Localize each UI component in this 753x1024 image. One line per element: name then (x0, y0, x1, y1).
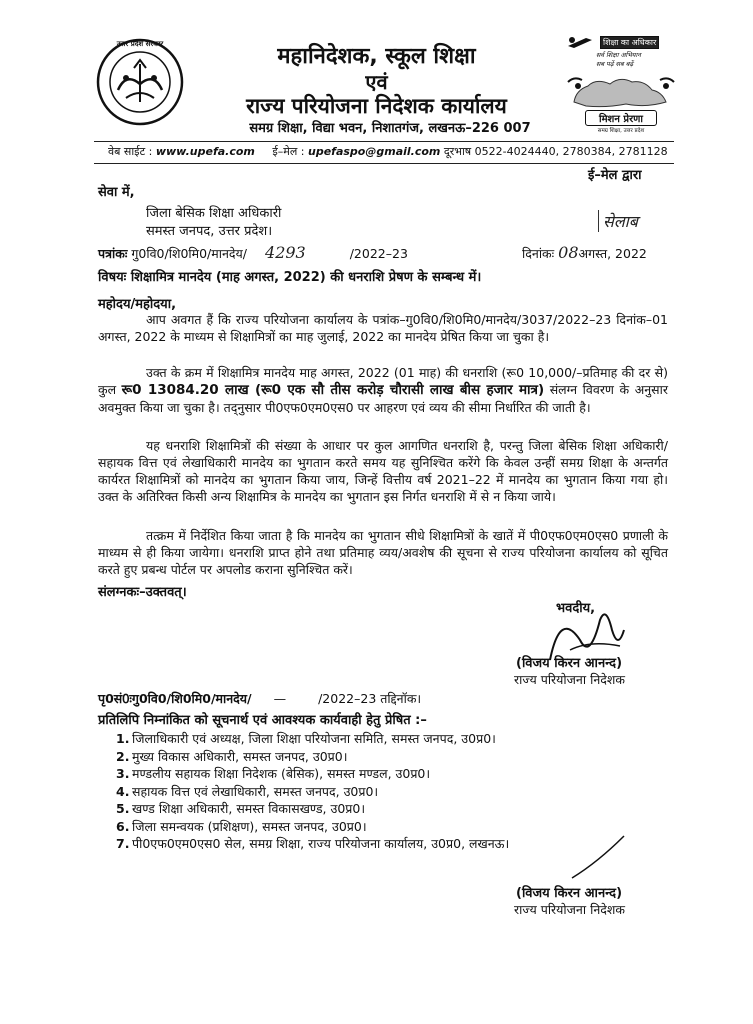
copy-recipient-number: 5. (116, 801, 130, 816)
enclosure-note: संलग्नकः–उक्तवत्। (98, 585, 187, 600)
endorsement-ref (98, 690, 421, 707)
copy-recipient-item (116, 835, 636, 853)
copy-recipient-number: 7. (116, 836, 130, 851)
copy-recipient-text: जिला समन्वयक (प्रशिक्षण), समस्त जनपद, उ0प्र0। (132, 818, 367, 834)
delivery-mode: ई–मेल द्वारा (588, 168, 642, 183)
copy-recipient-item (116, 765, 636, 783)
contact-line (108, 144, 688, 159)
addressee-greeting: सेवा में, (98, 185, 135, 200)
date-rest: अगस्त, 2022 (578, 246, 647, 261)
date-label: दिनांकः (522, 246, 555, 261)
subject-text: शिक्षामित्र मानदेय (माह अगस्त, 2022) की धनराशि प्रेषण के सम्बन्ध में। (130, 270, 482, 285)
copy-recipient-text: मुख्य विकास अधिकारी, समस्त जनपद, उ0प्र0। (132, 748, 348, 764)
closing-word: भवदीय, (556, 601, 596, 616)
org-title-line3: राज्य परियोजना निदेशक कार्यालय (246, 94, 507, 118)
right-logo (566, 34, 676, 134)
copy-recipient-number: 3. (116, 766, 130, 781)
subject-line (98, 267, 481, 285)
endorsement-ref-prefix: पृ0सं0ःगु0वि0/शि0मि0/मानदेय/ (98, 691, 252, 706)
ref-number: 4293 (265, 243, 306, 262)
copy-recipient-number: 2. (116, 748, 130, 764)
website-label: वेब साईट : (108, 145, 153, 158)
paragraph-1: आप अवगत हैं कि राज्य परियोजना कार्यालय के पत्रांक–गु0वि0/शि0मि0/मानदेय/3037/2022–23 दिनांक–01 अगस्त, 2022 के माध्यम से शिक्षामित्रों का माह जुलाई, 2022 का मानदेय प्रेषित किया जा चुका है। (98, 312, 668, 344)
left-logo-caption: उत्तर प्रदेश सरकार (116, 40, 164, 48)
paragraph-2-part1: उक्त के क्रम में शिक्षामित्र मानदेय माह अगस्त, 2022 (01 माह) की धनराशि (रू0 10,000/–प्रतिमाह की दर से) कुल (98, 365, 668, 397)
website-link[interactable]: www.upefa.com (155, 145, 255, 158)
mission-prerna-caption: समग्र शिक्षा, उत्तर प्रदेश (597, 128, 645, 134)
paragraph-2-amount: रू0 13084.20 लाख (रू0 एक सौ तीस करोड़ चौरासी लाख बीस हजार मात्र) (121, 382, 545, 398)
copy-recipient-item (116, 730, 636, 748)
salutation: महोदय/महोदया, (98, 297, 177, 312)
copy-recipient-item (116, 783, 636, 801)
rte-label: शिक्षा का अधिकार (600, 36, 659, 49)
copy-recipient-text: जिलाधिकारी एवं अध्यक्ष, जिला शिक्षा परियोजना समिति, समस्त जनपद, उ0प्र0। (132, 731, 496, 746)
email-label: ई–मेल : (272, 145, 305, 158)
mission-prerna-map-icon (566, 72, 676, 110)
addressee-line2: समस्त जनपद, उत्तर प्रदेश। (146, 224, 273, 239)
copy-recipient-text: मण्डलीय सहायक शिक्षा निदेशक (बेसिक), समस्त मण्डल, उ0प्र0। (132, 766, 431, 781)
mission-prerna-label: मिशन प्रेरणा (585, 110, 657, 126)
email-link[interactable]: upefaspo@gmail.com (308, 145, 441, 158)
ref-suffix: /2022–23 (349, 246, 408, 261)
paragraph-4: तत्क्रम में निर्देशित किया जाता है कि मानदेय का भुगतान सीधे शिक्षामित्रों के खातें में पी0एफ0एम0एस0 प्रणाली के माध्यम से ही किया जायेगा। धनराशि प्राप्त होने तथा प्रतिमाह व्यय/अवशेष की सूचना से राज्य परियोजना कार्यालय को सूचित करते हुए प्रबन्ध पोर्टल पर अपलोड कराना सुनिश्चित करें। (98, 528, 668, 577)
ssa-tagline: सब पढ़ें सब बढ़ें (596, 60, 634, 68)
subject-label: विषयः (98, 270, 127, 285)
phone-label: दूरभाष (443, 145, 472, 158)
addressee-line1: जिला बेसिक शिक्षा अधिकारी (146, 206, 282, 221)
endorsement-ref-suffix: /2022–23 तद्दिनॉक। (318, 691, 422, 706)
date-day: 08 (558, 243, 579, 262)
rte-pencil-icon (566, 34, 596, 50)
copy-recipient-item (116, 748, 636, 766)
copy-recipient-text: खण्ड शिक्षा अधिकारी, समस्त विकासखण्ड, उ0प्र0। (132, 801, 366, 816)
copy-recipient-text: सहायक वित्त एवं लेखाधिकारी, समस्त जनपद, उ0प्र0। (132, 783, 379, 799)
paragraph-2 (98, 364, 668, 416)
signatory-name-2: (विजय किरन आनन्द) (516, 886, 623, 901)
paragraph-2-part2: संलग्न विवरण के अनुसार अवमुक्त किया जा चुका है। तद्नुसार पी0एफ0एम0एस0 पर आहरण एवं व्यय की सीमा निर्धारित की जाती है। (98, 382, 668, 415)
endorsement-ref-dash: — (273, 691, 287, 706)
copy-recipient-number: 6. (116, 818, 130, 834)
ref-prefix: गु0वि0/शि0मि0/मानदेय/ (131, 246, 248, 261)
copy-recipient-item (116, 818, 636, 836)
org-address: समग्र शिक्षा, विद्या भवन, निशातगंज, लखनऊ–226 007 (249, 121, 531, 136)
copy-recipient-text: पी0एफ0एम0एस0 सेल, समग्र शिक्षा, राज्य परियोजना कार्यालय, उ0प्र0, लखनऊ। (132, 836, 510, 851)
paragraph-3: यह धनराशि शिक्षामित्रों की संख्या के आधार पर कुल आगणित धनराशि है, परन्तु जिला बेसिक शिक्षा अधिकारी/सहायक वित्त एवं लेखाधिकारी मानदेय का भुगतान करते समय यह सुनिश्चित करेंगे कि केवल उन्हीं समग्र शिक्षा के अन्तर्गत कार्यरत शिक्षामित्रों को मानदेय का भुगतान किया जाय, जिन्हें वित्तीय वर्ष 2021–22 में मानदेय का भुगतान किया गया हो। उक्त के अतिरिक्त किसी अन्य शिक्षामित्र के मानदेय का भुगतान इस निर्गत धनराशि में से न किया जाये। (98, 438, 668, 504)
signatory-name-1: (विजय किरन आनन्द) (516, 656, 623, 671)
signatory-designation-1: राज्य परियोजना निदेशक (514, 672, 625, 687)
handwritten-stamp: सेलाब (598, 210, 638, 232)
contact-rule (94, 163, 674, 164)
copy-recipient-number: 4. (116, 783, 130, 799)
endorsement-heading: प्रतिलिपि निम्नांकित को सूचनार्थ एवं आवश्यक कार्यवाही हेतु प्रेषित :– (98, 713, 427, 728)
copy-recipient-number: 1. (116, 731, 130, 746)
org-title-line2: एवं (365, 70, 388, 94)
signatory-designation-2: राज्य परियोजना निदेशक (514, 902, 625, 917)
ssa-label: सर्व शिक्षा अभियान (596, 51, 641, 59)
copy-recipient-item (116, 800, 636, 818)
ref-label: पत्रांकः (98, 246, 128, 261)
header-rule (94, 141, 674, 142)
letter-date (522, 243, 647, 262)
initial-mark-icon (568, 832, 628, 882)
copy-recipient-list (116, 730, 636, 853)
phone-numbers: 0522-4024440, 2780384, 2781128 (474, 145, 668, 158)
org-title-line1: महानिदेशक, स्कूल शिक्षा (277, 44, 476, 69)
